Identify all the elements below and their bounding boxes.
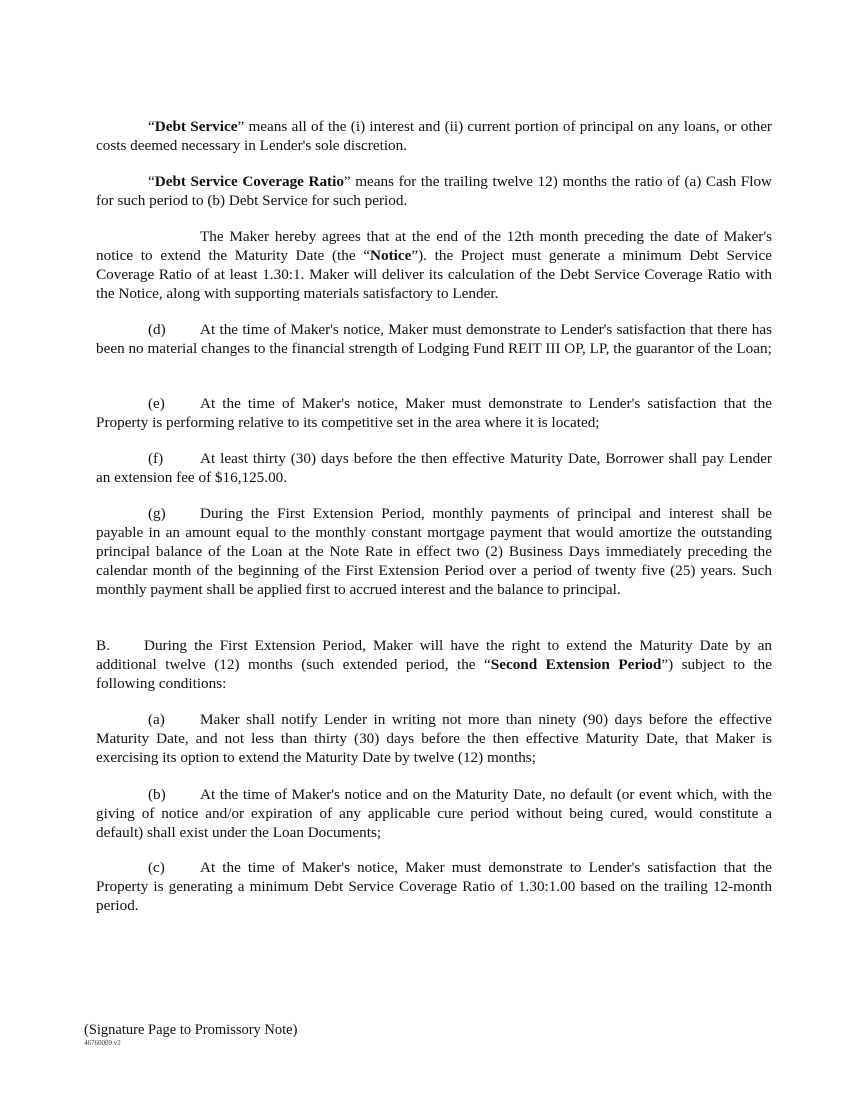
item-label: (g): [148, 505, 166, 522]
paragraph-text: At least thirty (30) days before the then effective Maturity Date, Borrower shall pay Lender an extension fee of $16,125.00.: [96, 450, 772, 486]
item-label: (b): [148, 786, 166, 803]
paragraph-text: ”). the Project must generate a minimum Debt Service Coverage Ratio of at least 1.30:1. Maker will deliver its calculation of the Debt Service Coverage Ratio with the Notice, along with supporting materials satisfactory to Lender.: [96, 247, 772, 302]
paragraph-condition-c2: [96, 858, 772, 915]
paragraph-section-b: [96, 636, 772, 693]
item-label: (a): [148, 711, 165, 728]
defined-term: Notice: [370, 247, 412, 264]
paragraph-condition-e: [96, 394, 772, 432]
document-id: 46760009 v2: [84, 1039, 121, 1047]
item-label: (c): [148, 859, 165, 876]
section-label: B.: [96, 637, 110, 654]
paragraph-text: During the First Extension Period, monthly payments of principal and interest shall be payable in an amount equal to the monthly constant mortgage payment that would amortize the outstanding principal balance of the Loan at the Note Rate in effect two (2) Business Days immediately preceding the calendar month of the beginning of the First Extension Period over a period of twenty five (25) years. Such monthly payment shall be applied first to accrued interest and the balance to principal.: [96, 505, 772, 598]
paragraph-dscr: “Debt Service Coverage Ratio” means for the trailing twelve 12) months the ratio of (a) Cash Flow for such period to (b) Debt Service for such period.: [96, 173, 773, 209]
paragraph-condition-f: [96, 449, 772, 487]
paragraph-text: At the time of Maker's notice, Maker must demonstrate to Lender's satisfaction that there has been no material changes to the financial strength of Lodging Fund REIT III OP, LP, the guarantor of the Loan;: [96, 321, 772, 357]
item-label: (f): [148, 450, 164, 467]
paragraph-text: ”) subject to the following conditions:: [96, 656, 772, 692]
paragraph-notice: [96, 227, 772, 303]
item-label: (e): [148, 395, 165, 412]
paragraph-text: At the time of Maker's notice, Maker must demonstrate to Lender's satisfaction that the Property is generating a minimum Debt Service Coverage Ratio of 1.30:1.00 based on the trailing 12-month period.: [96, 859, 772, 914]
paragraph-debt-service: “Debt Service” means all of the (i) interest and (ii) current portion of principal on any loans, or other costs deemed necessary in Lender's sole discretion.: [96, 118, 772, 154]
defined-term: Debt Service: [154, 118, 238, 135]
paragraph-text: At the time of Maker's notice, Maker must demonstrate to Lender's satisfaction that the Property is performing relative to its competitive set in the area where it is located;: [96, 395, 772, 431]
paragraph-condition-g: [96, 504, 772, 599]
paragraph-text: means all of the (i) interest and (ii) current portion of principal on any loans, or other costs deemed necessary in Lender's sole discretion.: [96, 118, 772, 154]
defined-term: Debt Service Coverage Ratio: [154, 173, 344, 190]
paragraph-condition-a2: [96, 710, 772, 767]
paragraph-text: means for the trailing twelve 12) months the ratio of (a) Cash Flow for such period to (b) Debt Service for such period.: [96, 173, 773, 209]
paragraph-text: At the time of Maker's notice and on the Maturity Date, no default (or event which, with the giving of notice and/or expiration of any applicable cure period without being cured, would constitute a default) shall exist under the Loan Documents;: [96, 786, 772, 841]
defined-term: Second Extension Period: [490, 656, 662, 673]
paragraph-condition-d: [96, 320, 772, 358]
paragraph-text: Maker shall notify Lender in writing not more than ninety (90) days before the effective Maturity Date, and not less than thirty (30) days before the then effective Maturity Date, that Maker is exercising its option to extend the Maturity Date by twelve (12) months;: [96, 711, 772, 766]
item-label: (d): [148, 321, 166, 338]
footer-caption: (Signature Page to Promissory Note): [84, 1022, 298, 1038]
paragraph-condition-b2: [96, 785, 772, 842]
paragraph-text: The Maker hereby agrees that at the end of the 12th month preceding the date of Maker's notice to extend the Maturity Date (the “: [96, 228, 772, 264]
paragraph-text: During the First Extension Period, Maker will have the right to extend the Maturity Date by an additional twelve (12) months (such extended period, the “: [96, 637, 772, 673]
